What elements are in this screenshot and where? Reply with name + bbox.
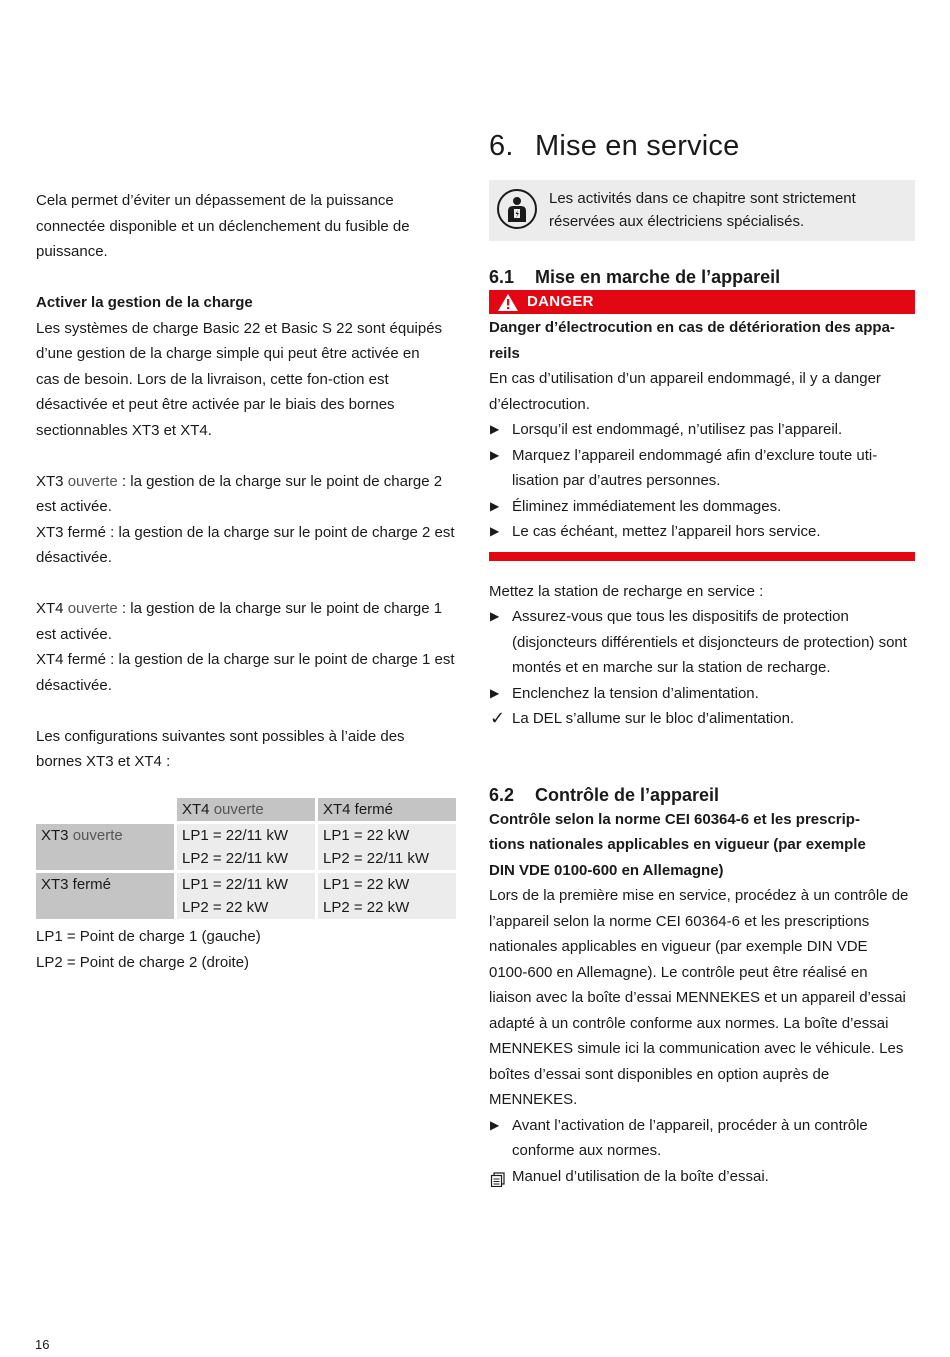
section-title-text: Contrôle de l’appareil (535, 784, 720, 805)
list-item: ▶ Le cas échéant, mettez l’appareil hors service. (489, 519, 915, 545)
danger-banner (489, 290, 915, 314)
chapter-number: 6. (489, 130, 514, 162)
load-management-paragraph: Les systèmes de charge Basic 22 et Basic S 22 sont équipés d’une gestion de la charge simple qui peut être activée en cas de besoin. Lors de la livraison, cette fon-ction est désactivée et peut être activée par le biais des bornes sectionnables XT3 et XT4. (36, 319, 443, 439)
xt3-label: XT3 (36, 472, 64, 490)
list-item: ✓ La DEL s’allume sur le bloc d’alimentation. (489, 706, 915, 732)
electrician-icon (497, 189, 537, 229)
qualified-electrician-notice (489, 180, 915, 241)
xt4-open-line (36, 596, 466, 647)
steps-intro: Mettez la station de recharge en service : (489, 582, 764, 600)
table-cell: LP1 = 22 kW LP2 = 22/11 kW (318, 824, 456, 870)
section-6-2-title (489, 783, 915, 807)
inspection-heading: Contrôle selon la norme CEI 60364-6 et les prescrip-tions nationales applicables en vigueur (par exemple DIN VDE 0100-600 en Allemagne) (489, 810, 866, 879)
triangle-bullet-icon: ▶ (490, 685, 500, 700)
warning-triangle-icon (489, 293, 527, 312)
danger-label: DANGER (527, 293, 594, 311)
left-column (36, 188, 466, 976)
load-management-heading: Activer la gestion de la charge (36, 294, 253, 311)
notice-text: Les activités dans ce chapitre sont strictement réservées aux électriciens spécialisés. (549, 190, 856, 230)
section-number: 6.2 (489, 784, 515, 805)
xt3-open-text: : la gestion de la charge sur le point de charge 2 est activée. (36, 472, 443, 515)
xt4-open-text: : la gestion de la charge sur le point de charge 1 est activée. (36, 600, 443, 643)
intro-paragraph: Cela permet d’éviter un dépassement de la puissance connectée disponible et un déclenchement du fusible de puissance. (36, 192, 410, 260)
list-item: ▶ Avant l’activation de l’appareil, procéder à un contrôle conforme aux normes. (489, 1113, 915, 1164)
row-header-xt3-closed: XT3 fermé (36, 873, 174, 919)
col-header-xt4-open: XT4 ouverte (177, 798, 315, 821)
legend-lp1: LP1 = Point de charge 1 (gauche) (36, 927, 261, 945)
xt3-open-line (36, 469, 466, 520)
col-header-xt4-closed: XT4 fermé (318, 798, 456, 821)
checkmark-icon: ✓ (490, 708, 506, 728)
triangle-bullet-icon: ▶ (490, 1117, 500, 1132)
section-6-1-title (489, 265, 915, 289)
list-item: ▶ Lorsqu’il est endommagé, n’utilisez pas l’appareil. (489, 417, 915, 443)
steps-list (489, 604, 915, 732)
xt3-open-state: ouverte (67, 472, 118, 490)
table-cell: LP1 = 22 kW LP2 = 22 kW (318, 873, 456, 919)
triangle-bullet-icon: ▶ (490, 498, 500, 513)
legend-lp2: LP2 = Point de charge 2 (droite) (36, 953, 250, 971)
list-item: Manuel d’utilisation de la boîte d’essai. (489, 1164, 915, 1190)
table-header-row (36, 798, 456, 821)
list-item: ▶ Enclenchez la tension d’alimentation. (489, 681, 915, 707)
configuration-table (33, 795, 459, 922)
xt3-closed-line: XT3 fermé : la gestion de la charge sur le point de charge 2 est désactivée. (36, 523, 455, 566)
danger-heading: Danger d’électrocution en cas de détérioration des appa-reils (489, 319, 895, 362)
section-number: 6.1 (489, 267, 515, 287)
xt4-closed-line: XT4 fermé : la gestion de la charge sur le point de charge 1 est désactivée. (36, 651, 455, 694)
page-number: 16 (35, 1337, 50, 1352)
table-cell: LP1 = 22/11 kW LP2 = 22/11 kW (177, 824, 315, 870)
xt4-label: XT4 (36, 600, 64, 617)
manual-reference-icon (490, 1170, 508, 1196)
list-item: ▶ Éliminez immédiatement les dommages. (489, 494, 915, 520)
table-row (36, 824, 456, 870)
chapter-title (489, 128, 915, 170)
table-corner (36, 798, 174, 821)
triangle-bullet-icon: ▶ (490, 524, 500, 538)
list-item: ▶ Assurez-vous que tous les dispositifs de protection (disjoncteurs différentiels et disjoncteurs de protection) sont montés et en marche sur la station de recharge. (489, 604, 915, 681)
xt4-open-state: ouverte (67, 600, 118, 617)
danger-list (489, 417, 915, 545)
row-header-xt3-open: XT3 ouverte (36, 824, 174, 870)
right-column (489, 128, 915, 1189)
table-row (36, 873, 456, 919)
config-intro: Les configurations suivantes sont possibles à l’aide des bornes XT3 et XT4 : (36, 727, 405, 770)
inspection-text: Lors de la première mise en service, procédez à un contrôle de l’appareil selon la norme CEI 60364-6 et les prescriptions nationales applicables en vigueur (par exemple DIN VDE 0100-600 en Allemagne). Le contrôle peut être réalisé en liaison avec la boîte d’essai MENNEKES et un appareil d’essai adapté à un contrôle conforme aux normes. La boîte d’essai MENNEKES simule ici la communication avec le véhicule. Les boîtes d’essai sont disponibles en option auprès de MENNEKES. (489, 887, 909, 1108)
triangle-bullet-icon: ▶ (490, 422, 500, 436)
triangle-bullet-icon: ▶ (490, 609, 500, 623)
triangle-bullet-icon: ▶ (490, 447, 500, 462)
chapter-title-text: Mise en service (535, 130, 740, 162)
table-cell: LP1 = 22/11 kW LP2 = 22 kW (177, 873, 315, 919)
list-item: ▶ Marquez l’appareil endommagé afin d’exclure toute uti-lisation par d’autres personnes. (489, 443, 915, 494)
section-title-text: Mise en marche de l’appareil (535, 267, 781, 287)
danger-text: En cas d’utilisation d’un appareil endommagé, il y a danger d’électrocution. (489, 370, 881, 413)
danger-end-bar (489, 552, 915, 561)
